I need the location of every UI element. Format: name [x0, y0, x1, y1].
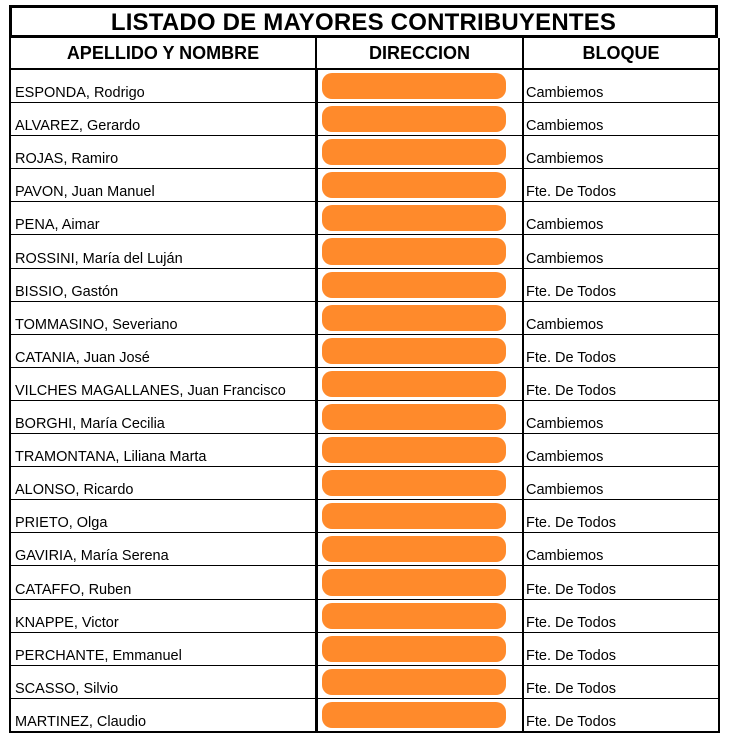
column-header-name: APELLIDO Y NOMBRE — [10, 38, 316, 69]
contributor-name: SCASSO, Silvio — [10, 665, 316, 698]
table-row — [10, 533, 719, 566]
contributor-name: PRIETO, Olga — [10, 500, 316, 533]
address-cell — [316, 566, 523, 599]
redacted-address-block — [322, 106, 507, 132]
address-cell — [316, 69, 523, 103]
address-cell — [316, 665, 523, 698]
contributor-name: PAVON, Juan Manuel — [10, 169, 316, 202]
bloque-cell: Cambiemos — [523, 202, 719, 235]
address-cell — [316, 632, 523, 665]
contributor-name: BISSIO, Gastón — [10, 268, 316, 301]
table-row — [10, 367, 719, 400]
contributor-name: MARTINEZ, Claudio — [10, 698, 316, 732]
redacted-address-block — [322, 702, 507, 728]
table-header-row — [10, 38, 719, 69]
redacted-address-block — [322, 73, 507, 99]
redacted-address-block — [322, 139, 507, 165]
table-row — [10, 665, 719, 698]
redacted-address-block — [322, 272, 507, 298]
table-row — [10, 632, 719, 665]
contributor-name: ALONSO, Ricardo — [10, 467, 316, 500]
bloque-cell: Cambiemos — [523, 533, 719, 566]
address-cell — [316, 367, 523, 400]
contributor-name: ALVAREZ, Gerardo — [10, 103, 316, 136]
table-body — [10, 69, 719, 732]
redacted-address-block — [322, 636, 507, 662]
bloque-cell: Fte. De Todos — [523, 566, 719, 599]
address-cell — [316, 268, 523, 301]
bloque-cell: Fte. De Todos — [523, 334, 719, 367]
bloque-cell: Cambiemos — [523, 103, 719, 136]
redacted-address-block — [322, 603, 507, 629]
table-row — [10, 301, 719, 334]
contributor-name: PENA, Aimar — [10, 202, 316, 235]
address-cell — [316, 500, 523, 533]
table-row — [10, 268, 719, 301]
redacted-address-block — [322, 205, 507, 231]
redacted-address-block — [322, 536, 507, 562]
bloque-cell: Fte. De Todos — [523, 169, 719, 202]
redacted-address-block — [322, 238, 507, 264]
redacted-address-block — [322, 305, 507, 331]
contributor-name: TOMMASINO, Severiano — [10, 301, 316, 334]
bloque-cell: Cambiemos — [523, 136, 719, 169]
bloque-cell: Cambiemos — [523, 467, 719, 500]
bloque-cell: Cambiemos — [523, 235, 719, 268]
table-row — [10, 235, 719, 268]
bloque-cell: Fte. De Todos — [523, 632, 719, 665]
table-row — [10, 599, 719, 632]
contributor-name: ROJAS, Ramiro — [10, 136, 316, 169]
address-cell — [316, 467, 523, 500]
table-row — [10, 136, 719, 169]
table-row — [10, 103, 719, 136]
contributors-sheet — [9, 5, 718, 733]
address-cell — [316, 235, 523, 268]
table-row — [10, 202, 719, 235]
bloque-cell: Fte. De Todos — [523, 665, 719, 698]
redacted-address-block — [322, 569, 507, 595]
table-row — [10, 467, 719, 500]
table-row — [10, 169, 719, 202]
contributor-name: VILCHES MAGALLANES, Juan Francisco — [10, 367, 316, 400]
bloque-cell: Cambiemos — [523, 69, 719, 103]
column-header-address: DIRECCION — [316, 38, 523, 69]
redacted-address-block — [322, 437, 507, 463]
redacted-address-block — [322, 669, 507, 695]
bloque-cell: Fte. De Todos — [523, 500, 719, 533]
address-cell — [316, 434, 523, 467]
table-row — [10, 500, 719, 533]
redacted-address-block — [322, 404, 507, 430]
address-cell — [316, 301, 523, 334]
redacted-address-block — [322, 503, 507, 529]
bloque-cell: Fte. De Todos — [523, 698, 719, 732]
table-row — [10, 400, 719, 433]
contributor-name: TRAMONTANA, Liliana Marta — [10, 434, 316, 467]
contributor-name: ROSSINI, María del Luján — [10, 235, 316, 268]
address-cell — [316, 400, 523, 433]
bloque-cell: Fte. De Todos — [523, 599, 719, 632]
page-title: LISTADO DE MAYORES CONTRIBUYENTES — [9, 5, 718, 38]
address-cell — [316, 334, 523, 367]
address-cell — [316, 202, 523, 235]
table-row — [10, 434, 719, 467]
contributor-name: KNAPPE, Victor — [10, 599, 316, 632]
table-row — [10, 566, 719, 599]
contributor-name: PERCHANTE, Emmanuel — [10, 632, 316, 665]
address-cell — [316, 169, 523, 202]
contributor-name: CATAFFO, Ruben — [10, 566, 316, 599]
contributor-name: GAVIRIA, María Serena — [10, 533, 316, 566]
bloque-cell: Fte. De Todos — [523, 268, 719, 301]
address-cell — [316, 599, 523, 632]
redacted-address-block — [322, 371, 507, 397]
contributors-table — [9, 38, 720, 733]
contributor-name: CATANIA, Juan José — [10, 334, 316, 367]
address-cell — [316, 533, 523, 566]
redacted-address-block — [322, 172, 507, 198]
table-row — [10, 69, 719, 103]
address-cell — [316, 698, 523, 732]
table-row — [10, 334, 719, 367]
bloque-cell: Cambiemos — [523, 301, 719, 334]
table-row — [10, 698, 719, 732]
redacted-address-block — [322, 470, 507, 496]
bloque-cell: Cambiemos — [523, 434, 719, 467]
bloque-cell: Cambiemos — [523, 400, 719, 433]
redacted-address-block — [322, 338, 507, 364]
address-cell — [316, 136, 523, 169]
bloque-cell: Fte. De Todos — [523, 367, 719, 400]
contributor-name: BORGHI, María Cecilia — [10, 400, 316, 433]
address-cell — [316, 103, 523, 136]
contributor-name: ESPONDA, Rodrigo — [10, 69, 316, 103]
column-header-bloque: BLOQUE — [523, 38, 719, 69]
